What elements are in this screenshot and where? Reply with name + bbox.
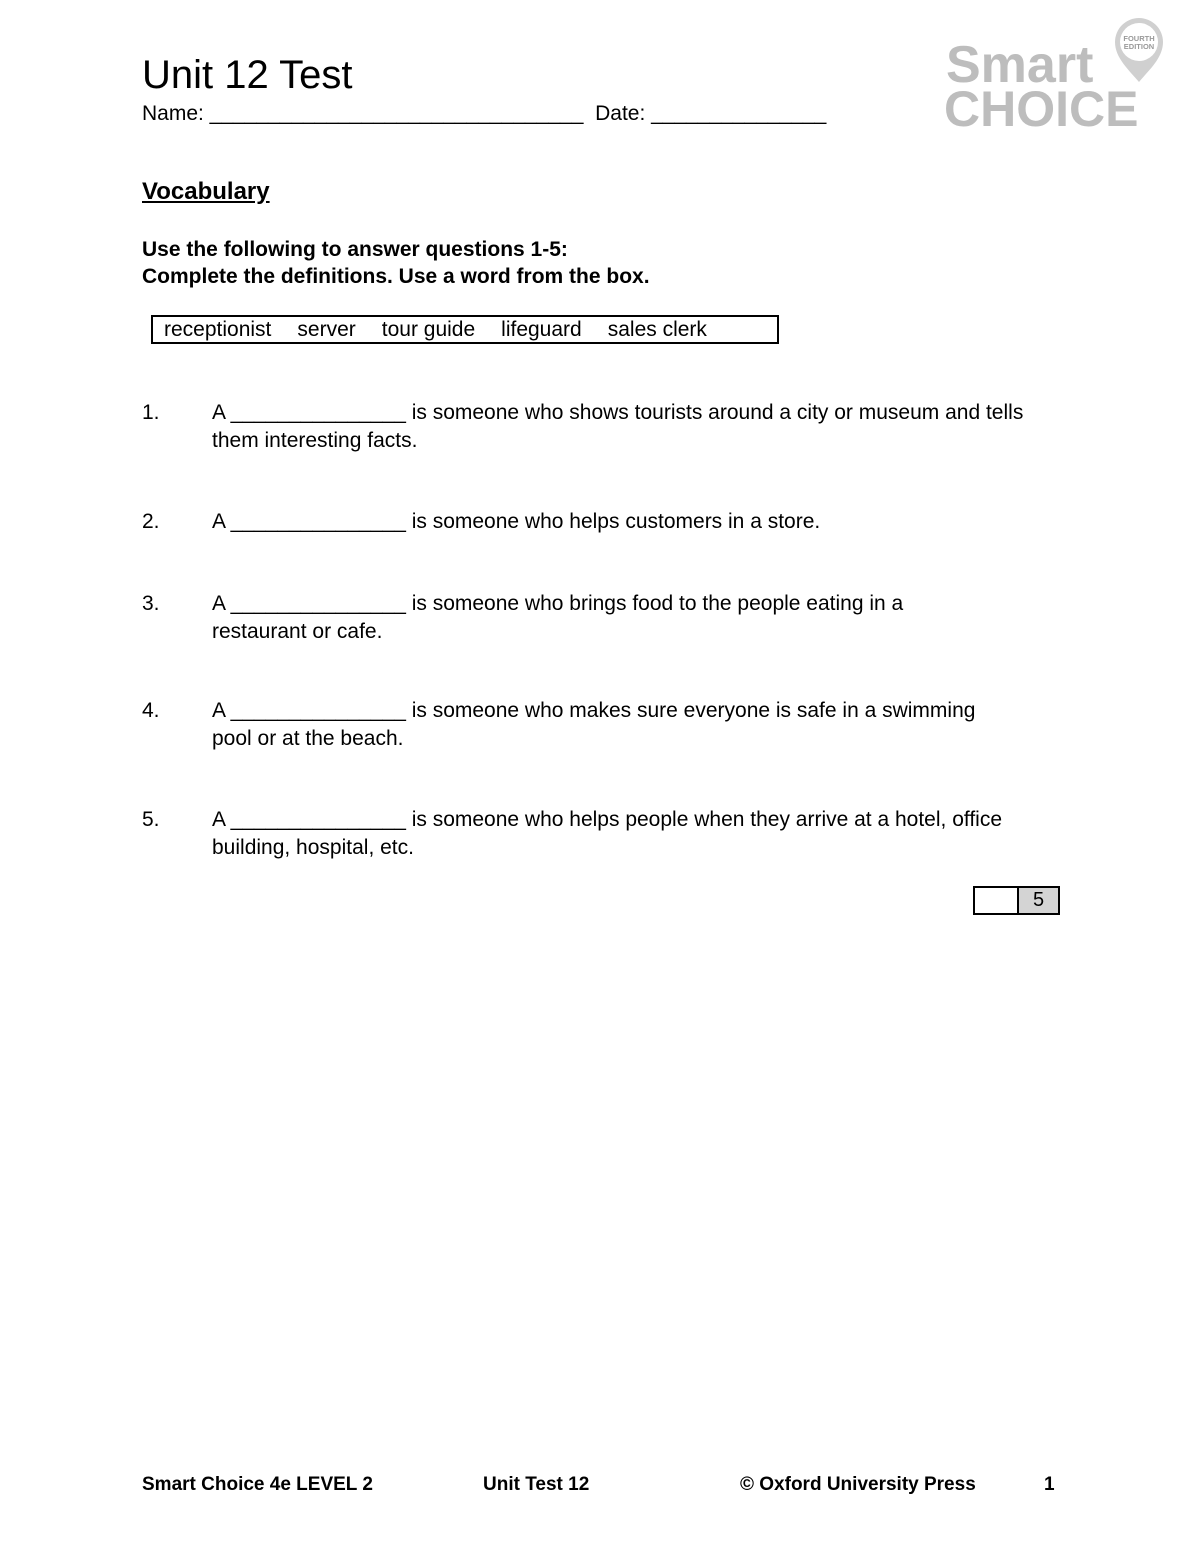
question-number: 5. [142,808,160,831]
smart-choice-logo [944,14,1174,134]
question-text[interactable]: A _______________ is someone who helps customers in a store. [212,510,821,533]
badge-line2: EDITION [1123,42,1155,51]
score-total: 5 [1019,888,1058,913]
name-field[interactable]: Name: ________________________________ [142,102,584,125]
word-box-item: server [297,318,356,341]
footer-page-number: 1 [1044,1474,1055,1495]
word-box-item: sales clerk [607,318,707,341]
word-box-item: lifeguard [501,318,582,341]
word-box-item: receptionist [164,318,272,341]
date-field[interactable]: Date: _______________ [595,102,827,125]
question-text[interactable]: A _______________ is someone who helps people when they arrive at a hotel, office building, hospital, etc. [212,808,1003,859]
page-title: Unit 12 Test [142,53,353,97]
section-heading: Vocabulary [142,178,270,205]
instruction-line-1: Use the following to answer questions 1-5: [142,238,568,261]
question-number: 4. [142,699,160,722]
footer-test: Unit Test 12 [483,1474,590,1495]
question-text[interactable]: A _______________ is someone who makes sure everyone is safe in a swimming pool or at the beach. [212,699,976,750]
logo-word-choice: CHOICE [944,81,1139,134]
question-text[interactable]: A _______________ is someone who brings food to the people eating in a restaurant or cafe. [212,592,904,643]
word-box-item: tour guide [381,318,476,341]
word-box [151,315,779,344]
footer-copyright: © Oxford University Press [740,1474,976,1495]
score-box [973,886,1060,915]
name-date-line [142,100,826,128]
logo-word-smart: Smart [946,36,1094,94]
footer-level: Smart Choice 4e LEVEL 2 [142,1474,373,1495]
question-text[interactable]: A _______________ is someone who shows tourists around a city or museum and tells them interesting facts. [212,401,1024,452]
question-number: 3. [142,592,160,615]
badge-line1: FOURTH [1123,34,1155,43]
edition-badge [1115,18,1163,82]
question-number: 1. [142,401,160,424]
instructions [142,236,650,290]
instruction-line-2: Complete the definitions. Use a word from the box. [142,265,650,288]
score-entry-field[interactable] [975,888,1019,913]
question-number: 2. [142,510,160,533]
